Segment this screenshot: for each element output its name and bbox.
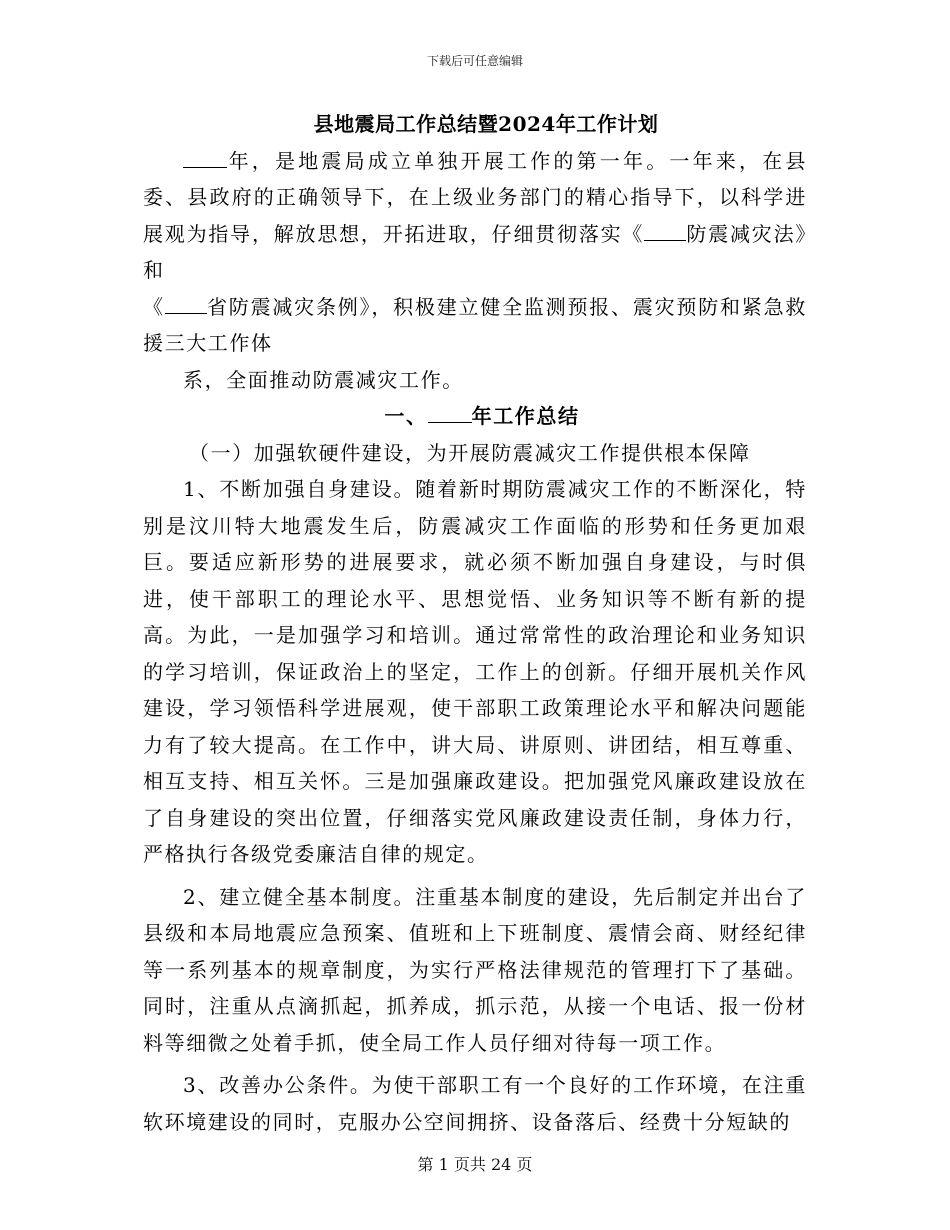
blank-section-year-field — [428, 401, 472, 423]
blank-year-field — [183, 146, 227, 168]
section-heading-prefix: 一、 — [384, 404, 428, 428]
intro-continuation: 系，全面推动防震减灾工作。 — [183, 367, 464, 392]
intro-text: 年，是地震局成立单独开展工作的第一年。一年来，在县委、县政府的正确领导下，在上级业务部门的精心指导下，以科学进展观为指导，解放思想，开拓进取，仔细贯彻落实《 — [143, 148, 807, 246]
page-header-note: 下载后可任意编辑 — [426, 54, 523, 68]
intro-law1-text: 防震减灾法》和 — [143, 221, 807, 282]
paragraph-self-building: 1、不断加强自身建设。随着新时期防震减灾工作的不断深化，特别是汶川特大地震发生后，防震减灾工作面临的形势和任务更加艰巨。要适应新形势的进展要求，就必须不断加强自身建设，与时俱进，使干部职工的理论水平、思想觉悟、业务知识等不断有新的提高。为此，一是加强学习和培训。通过常常性的政治理论和业务知识的学习培训，保证政治上的坚定，工作上的创新。仔细开展机关作风建设，学习领悟科学进展观，使干部职工政策理论水平和解决问题能力有了较大提高。在工作中，讲大局、讲原则、讲团结，相互尊重、相互支持、相互关怀。三是加强廉政建设。把加强党风廉政建设放在了自身建设的突出位置，仔细落实党风廉政建设责任制，身体力行，严格执行各级党委廉洁自律的规定。 — [143, 477, 807, 866]
section-heading-suffix: 年工作总结 — [471, 404, 580, 428]
intro-paragraph — [143, 143, 807, 362]
section-heading-summary — [143, 398, 807, 435]
paragraph-basic-rules: 2、建立健全基本制度。注重基本制度的建设，先后制定并出台了县级和本局地震应急预案、值班和上下班制度、震情会商、财经纪律等一系列基本的规章制度，为实行严格法律规范的管理打下了基础。同时，注重从点滴抓起，抓养成，抓示范，从接一个电话、报一份材料等细微之处着手抓，使全局工作人员仔细对待每一项工作。 — [143, 884, 807, 1055]
subsection-heading: （一）加强软硬件建设，为开展防震减灾工作提供根本保障 — [189, 440, 751, 465]
blank-province-field — [165, 292, 207, 314]
intro-law2-open: 《 — [143, 294, 165, 319]
document-body — [143, 106, 807, 1140]
paragraph-office-conditions: 3、改善办公条件。为使干部职工有一个良好的工作环境，在注重软环境建设的同时，克服办公空间拥挤、设备落后、经费十分短缺的 — [143, 1073, 807, 1134]
intro-law2-text: 省防震减灾条例》，积极建立健全监测预报、震灾预防和紧急救援三大工作体 — [143, 294, 807, 355]
blank-law-name-field — [644, 219, 686, 241]
page-footer-number: 第 1 页共 24 页 — [417, 1155, 533, 1174]
document-title: 县地震局工作总结暨2024年工作计划 — [313, 112, 659, 136]
